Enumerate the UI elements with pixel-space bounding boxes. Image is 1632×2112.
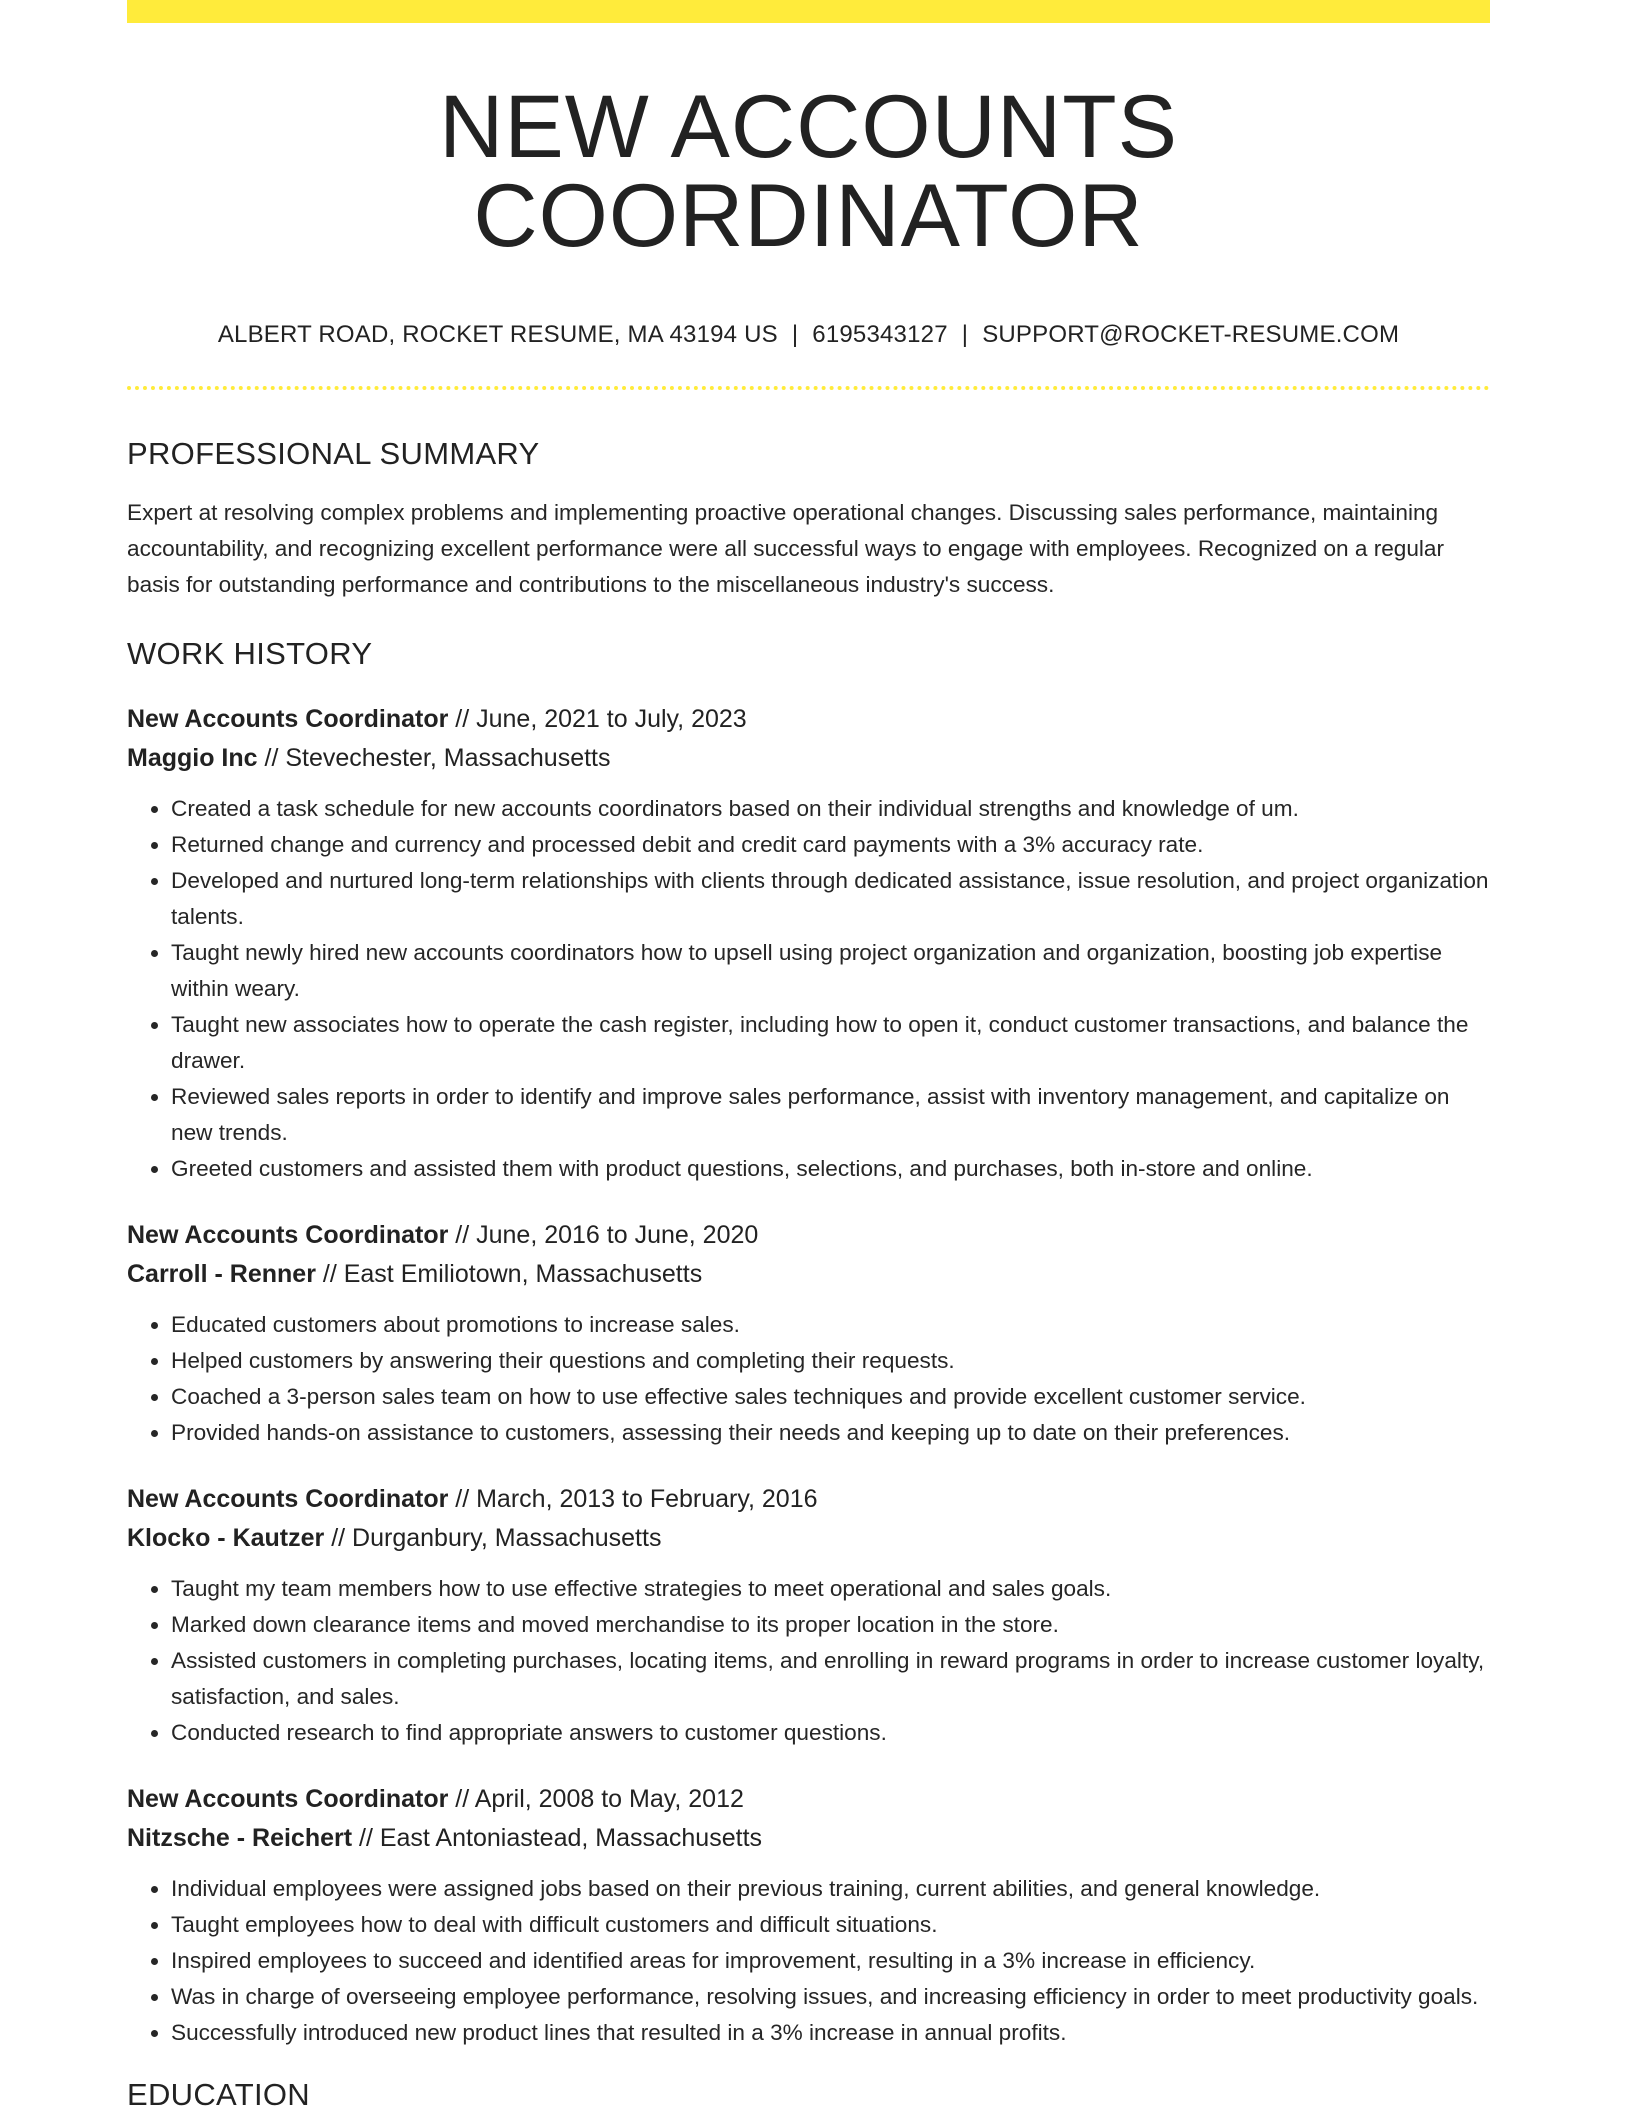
job-bullet: • Taught employees how to deal with difficult customers and difficult situations. — [171, 1907, 1490, 1943]
job-bullet: • Created a task schedule for new accounts coordinators based on their individual strengths and knowledge of um. — [171, 791, 1490, 827]
job-bullet: • Returned change and currency and processed debit and credit card payments with a 3% accuracy rate. — [171, 827, 1490, 863]
job-role: New Accounts Coordinator — [127, 1221, 449, 1249]
job-bullet: • Marked down clearance items and moved merchandise to its proper location in the store. — [171, 1607, 1490, 1643]
job-bullet-list — [127, 791, 1490, 1187]
job-location: // Durganbury, Massachusetts — [324, 1524, 662, 1552]
job-role: New Accounts Coordinator — [127, 1485, 449, 1513]
job-location: // East Antoniastead, Massachusetts — [352, 1824, 763, 1852]
job-bullet: • Taught newly hired new accounts coordinators how to upsell using project organization and organization, boosting job expertise within weary. — [171, 935, 1490, 1007]
job-bullet-list — [127, 1307, 1490, 1451]
job-bullet: • Greeted customers and assisted them with product questions, selections, and purchases, both in-store and online. — [171, 1151, 1490, 1187]
job-dates: // March, 2013 to February, 2016 — [448, 1485, 818, 1513]
job-bullet-list — [127, 1571, 1490, 1751]
job-bullet: • Reviewed sales reports in order to identify and improve sales performance, assist with inventory management, and capitalize on new trends. — [171, 1079, 1490, 1151]
job-company-line — [127, 1519, 1490, 1558]
job-bullet: • Developed and nurtured long-term relationships with clients through dedicated assistance, issue resolution, and project organization talents. — [171, 863, 1490, 935]
summary-text: Expert at resolving complex problems and implementing proactive operational changes. Discussing sales performance, maintaining accountability, and recognizing excellent performance were all successful ways to engage with employees. Recognized on a regular basis for outstanding performance and contributions to the miscellaneous industry's success. — [127, 500, 1445, 597]
job-title-line — [127, 1780, 1490, 1819]
job-company: Maggio Inc — [127, 744, 258, 772]
job-location: // East Emiliotown, Massachusetts — [315, 1260, 703, 1288]
job-bullet: • Taught new associates how to operate the cash register, including how to open it, conduct customer transactions, and balance the drawer. — [171, 1007, 1490, 1079]
job-location: // Stevechester, Massachusetts — [257, 744, 611, 772]
job-role: New Accounts Coordinator — [127, 705, 449, 733]
job-company-line — [127, 1255, 1490, 1294]
job-bullet: • Was in charge of overseeing employee performance, resolving issues, and increasing efficiency in order to meet productivity goals. — [171, 1979, 1490, 2015]
job-bullet: • Individual employees were assigned jobs based on their previous training, current abilities, and general knowledge. — [171, 1871, 1490, 1907]
resume-page — [127, 0, 1490, 2110]
job-bullet: • Assisted customers in completing purchases, locating items, and enrolling in reward programs in order to increase customer loyalty, satisfaction, and sales. — [171, 1643, 1490, 1715]
job-bullet: • Provided hands-on assistance to customers, assessing their needs and keeping up to date on their preferences. — [171, 1415, 1490, 1451]
contact-email: SUPPORT@ROCKET-RESUME.COM — [982, 321, 1400, 348]
job-bullet: • Educated customers about promotions to increase sales. — [171, 1307, 1490, 1343]
job-company-line — [127, 739, 1490, 778]
job-bullet-list — [127, 1871, 1490, 2051]
work-history-heading: WORK HISTORY — [127, 636, 373, 671]
job-company: Carroll - Renner — [127, 1260, 316, 1288]
dotted-divider — [127, 386, 1490, 390]
contact-separator: | — [791, 321, 799, 348]
accent-top-bar — [127, 0, 1490, 23]
job-bullet: • Helped customers by answering their questions and completing their requests. — [171, 1343, 1490, 1379]
job-bullet: • Successfully introduced new product lines that resulted in a 3% increase in annual profits. — [171, 2015, 1490, 2051]
contact-phone: 6195343127 — [812, 321, 948, 348]
job-role: New Accounts Coordinator — [127, 1785, 449, 1813]
education-heading: EDUCATION — [127, 2077, 310, 2112]
job-dates: // June, 2021 to July, 2023 — [448, 705, 747, 733]
job-company-line — [127, 1819, 1490, 1858]
resume-title: NEW ACCOUNTS COORDINATOR — [439, 76, 1178, 265]
contact-line — [127, 323, 1490, 347]
job-dates: // April, 2008 to May, 2012 — [448, 1785, 744, 1813]
job-bullet: • Conducted research to find appropriate answers to customer questions. — [171, 1715, 1490, 1751]
job-entry — [127, 1780, 1490, 2051]
job-title-line — [127, 1216, 1490, 1255]
work-history-list — [127, 700, 1490, 2051]
job-company: Nitzsche - Reichert — [127, 1824, 353, 1852]
job-bullet: • Taught my team members how to use effective strategies to meet operational and sales goals. — [171, 1571, 1490, 1607]
job-bullet: • Coached a 3-person sales team on how to use effective sales techniques and provide excellent customer service. — [171, 1379, 1490, 1415]
job-entry — [127, 1480, 1490, 1751]
contact-address: ALBERT ROAD, ROCKET RESUME, MA 43194 US — [217, 321, 778, 348]
job-bullet: • Inspired employees to succeed and identified areas for improvement, resulting in a 3% increase in efficiency. — [171, 1943, 1490, 1979]
job-entry — [127, 700, 1490, 1187]
job-company: Klocko - Kautzer — [127, 1524, 325, 1552]
summary-heading: PROFESSIONAL SUMMARY — [127, 436, 540, 471]
job-title-line — [127, 700, 1490, 739]
contact-separator: | — [961, 321, 969, 348]
job-dates: // June, 2016 to June, 2020 — [448, 1221, 759, 1249]
job-title-line — [127, 1480, 1490, 1519]
job-entry — [127, 1216, 1490, 1451]
